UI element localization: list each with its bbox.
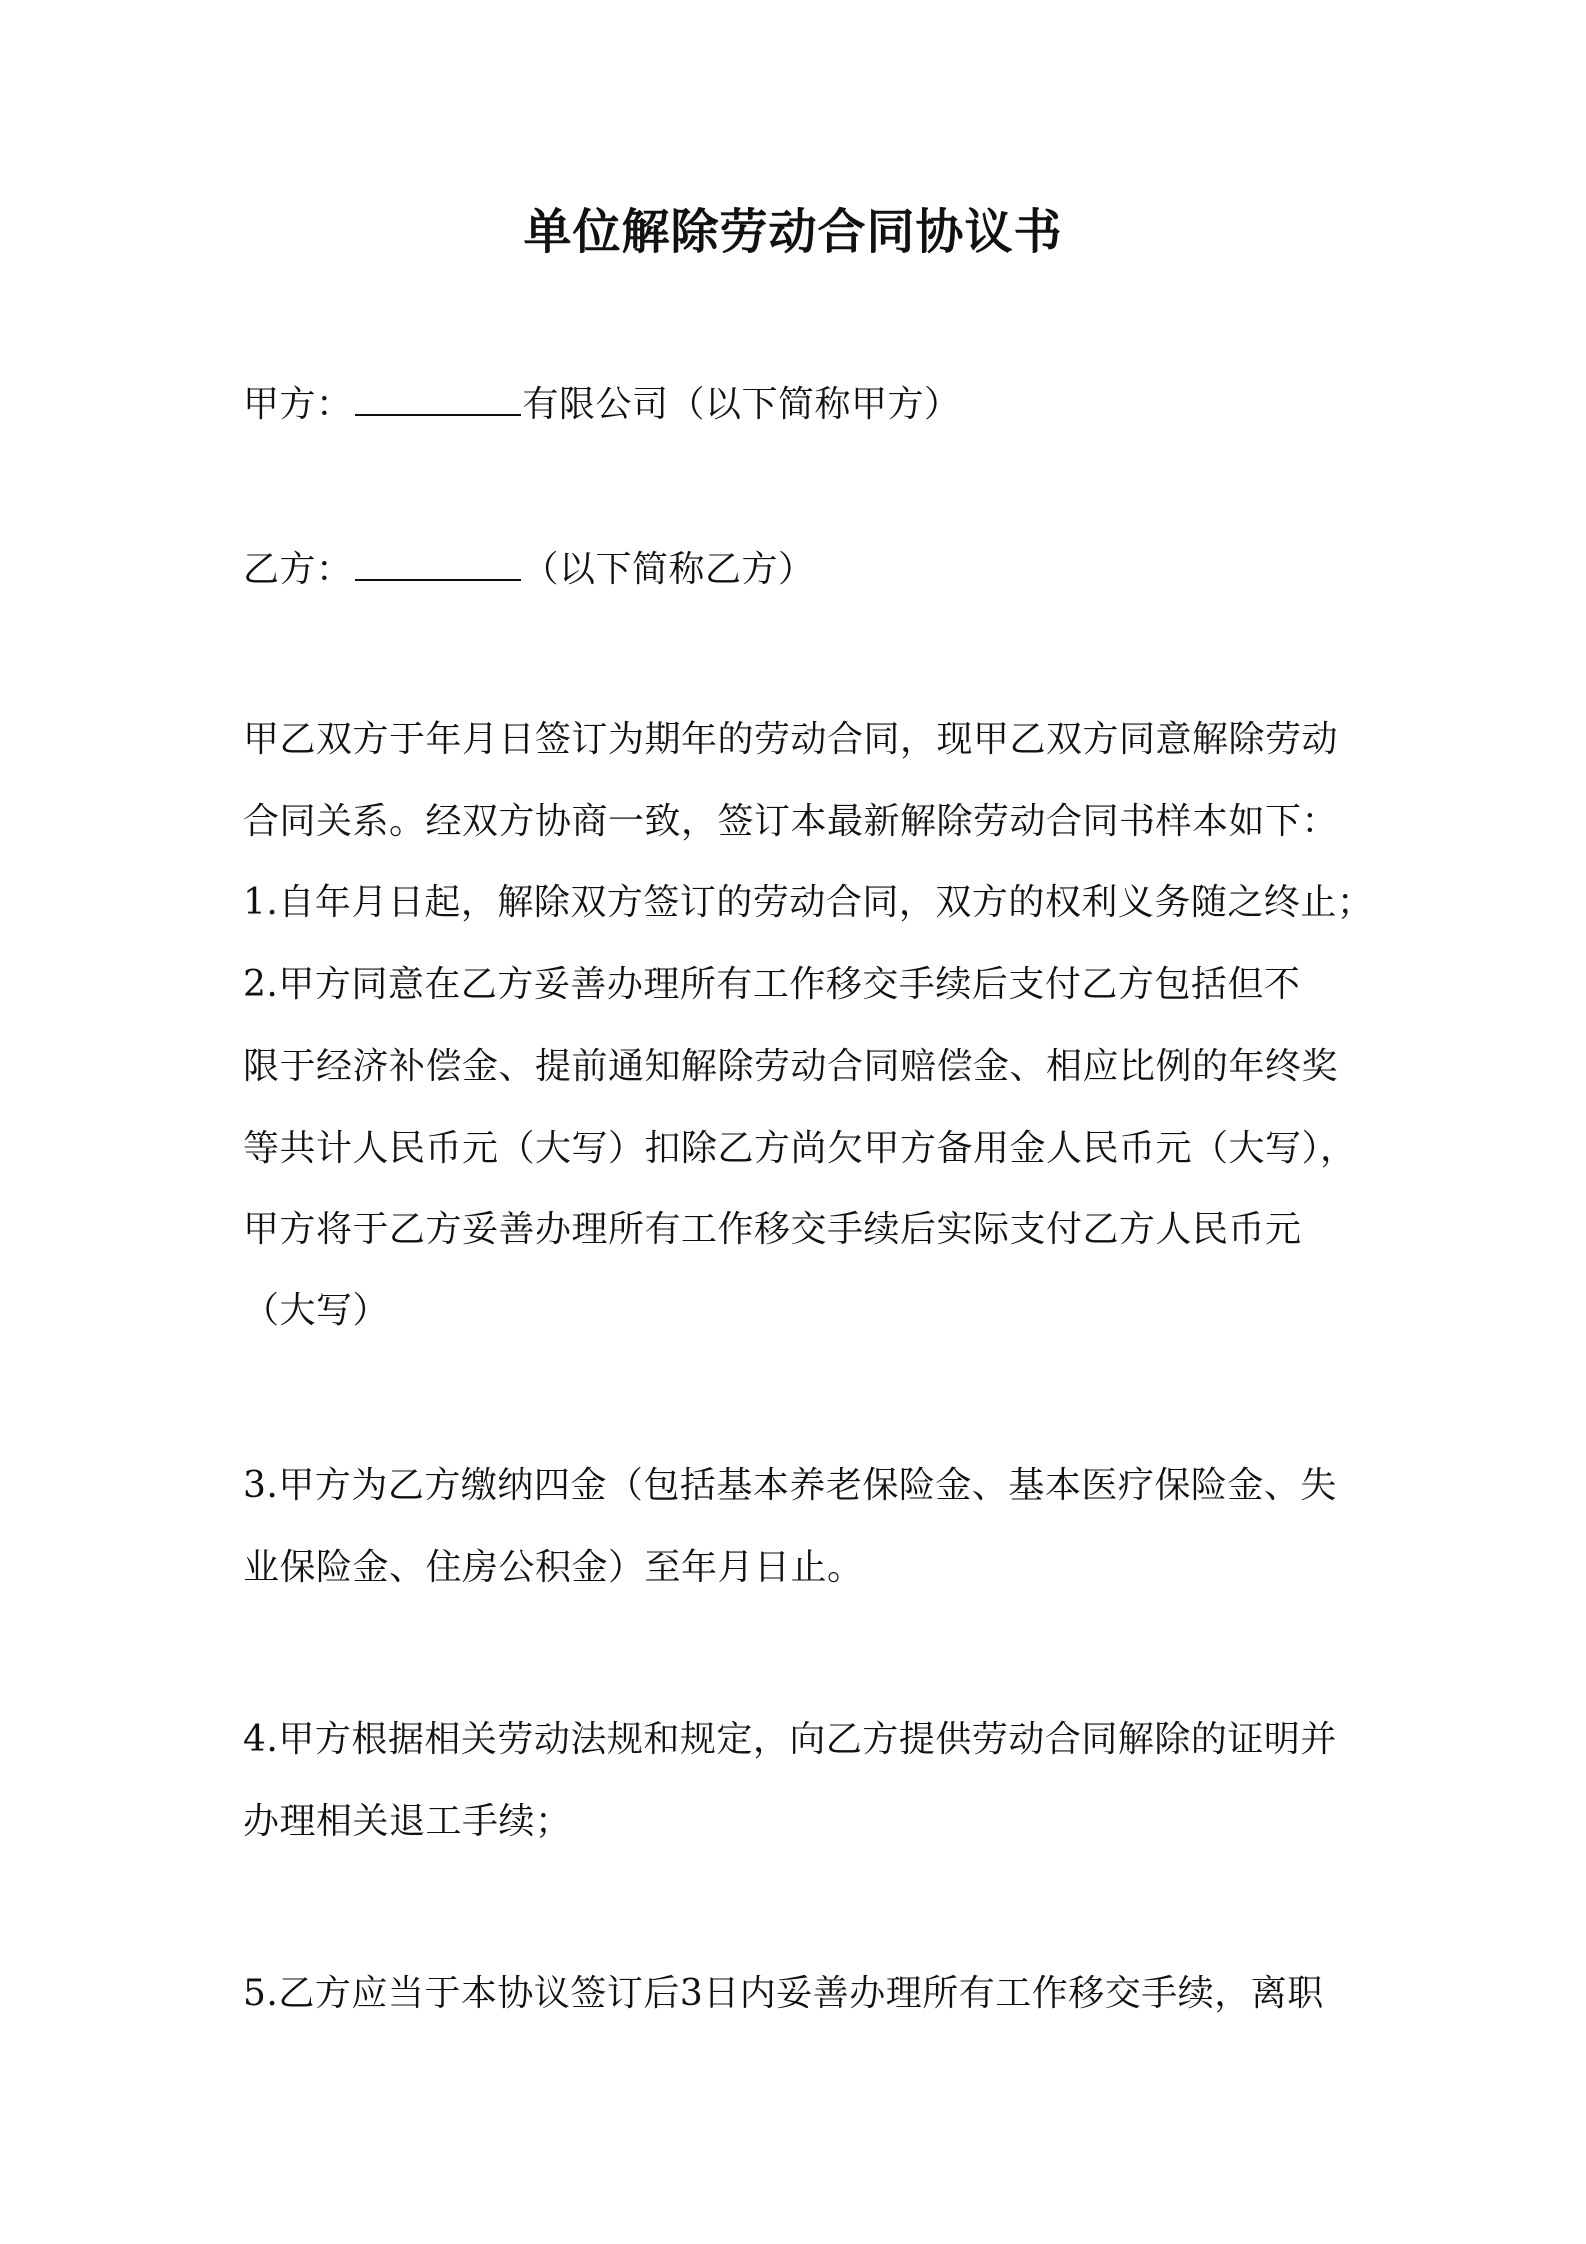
clause-4-line: 4.甲方根据相关劳动法规和规定，向乙方提供劳动合同解除的证明并 — [243, 1719, 1337, 1760]
clause-2-line: （大写） — [243, 1290, 390, 1331]
intro-line: 甲乙双方于年月日签订为期年的劳动合同，现甲乙双方同意解除劳动 — [243, 719, 1339, 760]
clause-2-line: 等共计人民币元（大写）扣除乙方尚欠甲方备用金人民币元（大写）， — [243, 1128, 1357, 1169]
clause-4-line: 办理相关退工手续； — [243, 1801, 572, 1842]
clause-2-line: 限于经济补偿金、提前通知解除劳动合同赔偿金、相应比例的年终奖 — [243, 1046, 1339, 1087]
party-a-suffix: 有限公司（以下简称甲方） — [522, 384, 961, 425]
clause-5-line: 5.乙方应当于本协议签订后3日内妥善办理所有工作移交手续，离职 — [243, 1973, 1324, 2014]
party-a-blank — [355, 378, 521, 416]
party-b-label: 乙方： — [243, 549, 353, 590]
clause-1-line: 1.自年月日起，解除双方签订的劳动合同，双方的权利义务随之终止； — [243, 882, 1374, 923]
party-b-blank — [355, 543, 521, 581]
clause-2-line: 2.甲方同意在乙方妥善办理所有工作移交手续后支付乙方包括但不 — [243, 964, 1301, 1005]
party-a-line — [243, 378, 961, 429]
document-title: 单位解除劳动合同协议书 — [523, 204, 1063, 260]
clause-2-line: 甲方将于乙方妥善办理所有工作移交手续后实际支付乙方人民币元 — [243, 1209, 1302, 1250]
clause-3-line: 3.甲方为乙方缴纳四金（包括基本养老保险金、基本医疗保险金、失 — [243, 1465, 1337, 1506]
clause-3-line: 业保险金、住房公积金）至年月日止。 — [243, 1547, 864, 1588]
intro-line: 合同关系。经双方协商一致，签订本最新解除劳动合同书样本如下： — [243, 801, 1339, 842]
party-b-line — [243, 543, 815, 594]
party-a-label: 甲方： — [243, 384, 353, 425]
party-b-suffix: （以下简称乙方） — [522, 549, 815, 590]
